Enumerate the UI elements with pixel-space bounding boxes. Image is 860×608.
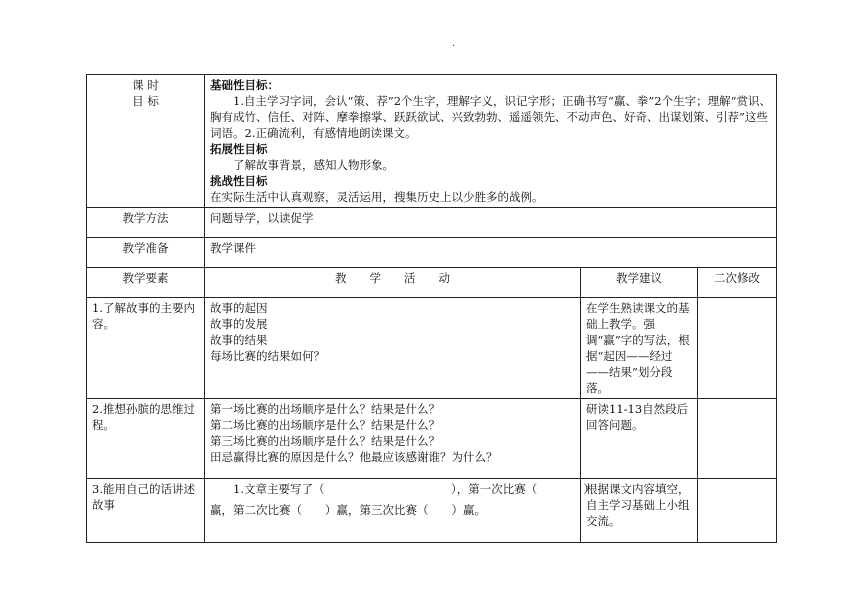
column-header-row	[87, 268, 777, 298]
row3-element: 3.能用自己的话讲述故事	[87, 479, 205, 543]
row1-activity-line: 每场比赛的结果如何？	[210, 349, 325, 363]
method-value: 问题导学，以读促学	[205, 208, 777, 238]
row1-suggestion: 在学生熟读课文的基础上教学。强调“赢”字的写法，根据“起因——经过——结果”划分段落。	[581, 298, 698, 399]
prep-row	[87, 238, 777, 268]
objectives-row	[87, 75, 777, 208]
objectives-label-line1: 课 时	[132, 78, 159, 92]
row2-activity	[205, 399, 581, 479]
col-header-revision: 二次修改	[698, 268, 777, 298]
table-row	[87, 399, 777, 479]
row1-element: 1.了解故事的主要内容。	[87, 298, 205, 399]
row2-activity-line: 田忌赢得比赛的原因是什么？他最应该感谢谁？为什么？	[210, 450, 498, 464]
row2-element: 2.推想孙膑的思维过程。	[87, 399, 205, 479]
header-mark: .	[452, 38, 456, 49]
basic-objective-heading: 基础性目标：	[210, 78, 279, 92]
row1-activity-line: 故事的发展	[210, 317, 268, 331]
lesson-plan-table	[86, 74, 777, 543]
row2-activity-line: 第三场比赛的出场顺序是什么？结果是什么？	[210, 434, 440, 448]
challenge-objective-heading: 挑战性目标	[210, 174, 268, 188]
row1-revision	[698, 298, 777, 399]
row1-activity-line: 故事的结果	[210, 333, 268, 347]
basic-objective-text: 1.自主学习字词，会认“策、荐”2个生字，理解字义，识记字形；正确书写“赢、拳”2个生字；理解“赏识、胸有成竹、信任、对阵、摩拳擦掌、跃跃欲试、兴致勃勃、遥遥领先、不动声色、好奇、出谋划策、引荐”这些词语。2.正确流利，有感情地朗读课文。	[210, 94, 771, 140]
table-row	[87, 298, 777, 399]
row2-activity-line: 第一场比赛的出场顺序是什么？结果是什么？	[210, 402, 440, 416]
row1-activity-line: 故事的起因	[210, 301, 268, 315]
row3-revision	[698, 479, 777, 543]
challenge-objective-text: 在实际生活中认真观察，灵活运用，搜集历史上以少胜多的战例。	[210, 190, 544, 204]
objectives-label-cell	[87, 75, 205, 208]
prep-label: 教学准备	[87, 238, 205, 268]
row3-activity-line: 赢，第二次比赛（ ）赢，第三次比赛（ ）赢。	[210, 503, 486, 517]
col-header-elements: 教学要素	[87, 268, 205, 298]
row3-suggestion: 根据课文内容填空，自主学习基础上小组交流。	[581, 479, 698, 543]
row3-activity	[205, 479, 595, 543]
col-header-suggestion: 教学建议	[581, 268, 698, 298]
extend-objective-text: 了解故事背景，感知人物形象。	[233, 158, 394, 172]
row1-activity	[205, 298, 581, 399]
row2-activity-line: 第二场比赛的出场顺序是什么？结果是什么？	[210, 418, 440, 432]
table-row	[87, 479, 777, 543]
method-label: 教学方法	[87, 208, 205, 238]
method-row	[87, 208, 777, 238]
col-header-activity: 教 学 活 动	[205, 268, 581, 298]
objectives-label-line2: 目 标	[132, 94, 159, 108]
objectives-content-cell	[205, 75, 777, 208]
prep-value: 教学课件	[205, 238, 777, 268]
row3-activity-line: 1.文章主要写了（ ），第一次比赛（ ）	[233, 482, 595, 496]
extend-objective-heading: 拓展性目标	[210, 142, 268, 156]
row2-suggestion: 研读11-13自然段后回答问题。	[581, 399, 698, 479]
row2-revision	[698, 399, 777, 479]
